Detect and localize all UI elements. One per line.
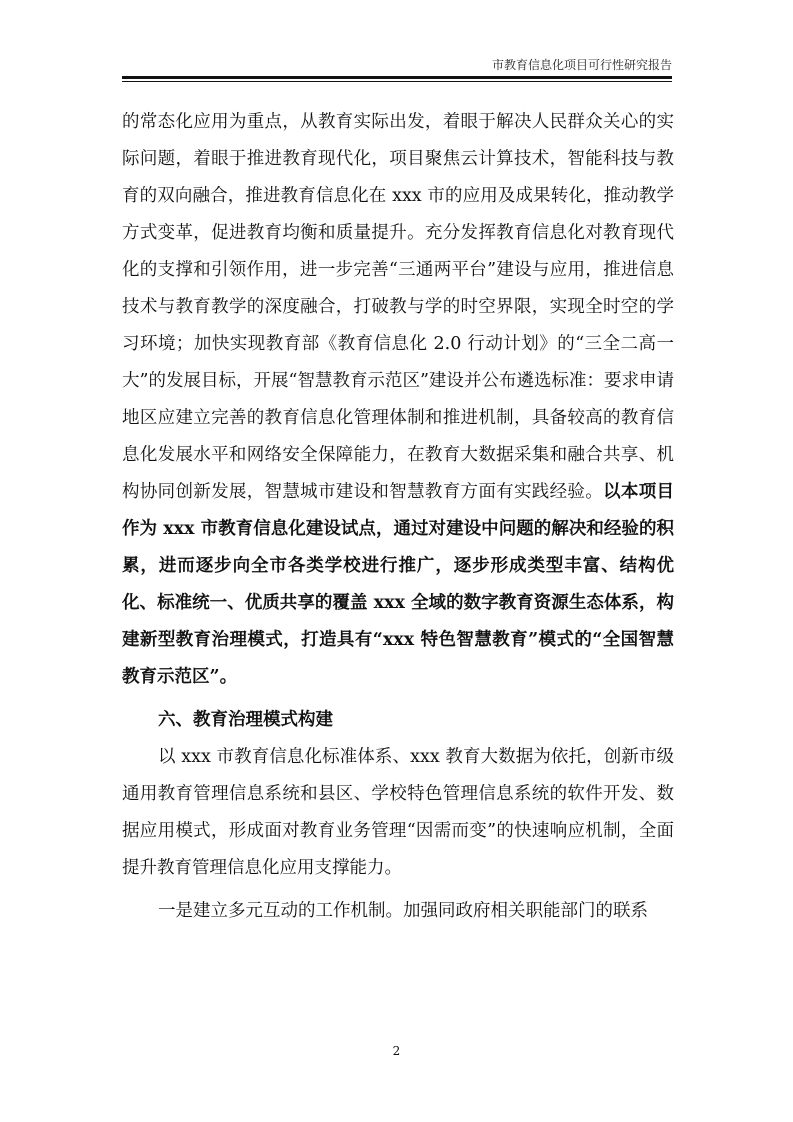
page-header: [122, 56, 672, 76]
document-body: [122, 104, 674, 930]
page-number: 2: [392, 1044, 401, 1058]
paragraph-continued: [122, 104, 674, 696]
header-rule-thin: [122, 81, 672, 82]
paragraph-mechanism: 一是建立多元互动的工作机制。加强同政府相关职能部门的联系: [158, 901, 648, 921]
paragraph-bold-text: 以本项目作为 xxx 市教育信息化建设试点，通过对建设中问题的解决和经验的积累，进而逐步向全市各类学校进行推广，逐步形成类型丰富、结构优化、标准统一、优质共享的覆盖 xxx 全域的数字教育资源生态体系，构建新型教育治理模式，打造具有“xxx 特色智慧教育”模式的“全国智慧教育示范区”。: [122, 482, 675, 687]
paragraph-normal-text: 的常态化应用为重点，从教育实际出发，着眼于解决人民群众关心的实际问题，着眼于推进教育现代化，项目聚焦云计算技术，智能科技与教育的双向融合，推进教育信息化在 xxx 市的应用及成果转化，推动教学方式变革，促进教育均衡和质量提升。充分发挥教育信息化对教育现代化的支撑和引领作用，进一步完善“三通两平台”建设与应用，推进信息技术与教育教学的深度融合，打破教与学的时空界限，实现全时空的学习环境；加快实现教育部《教育信息化 2.0 行动计划》的“三全二高一大”的发展目标，开展“智慧教育示范区”建设并公布遴选标准：要求申请地区应建立完善的教育信息化管理体制和推进机制，具备较高的教育信息化发展水平和网络安全保障能力，在教育大数据采集和融合共享、机构协同创新发展，智慧城市建设和智慧教育方面有实践经验。: [122, 112, 674, 502]
section-heading: 六、教育治理模式构建: [158, 710, 333, 730]
header-title: 市教育信息化项目可行性研究报告: [491, 58, 672, 72]
paragraph-governance: 以 xxx 市教育信息化标准体系、xxx 教育大数据为依托，创新市级通用教育管理信息系统和县区、学校特色管理信息系统的软件开发、数据应用模式，形成面对教育业务管理“因需而变”的快速响应机制，全面提升教育管理信息化应用支撑能力。: [122, 747, 674, 878]
header-rule-thick: [122, 76, 672, 79]
